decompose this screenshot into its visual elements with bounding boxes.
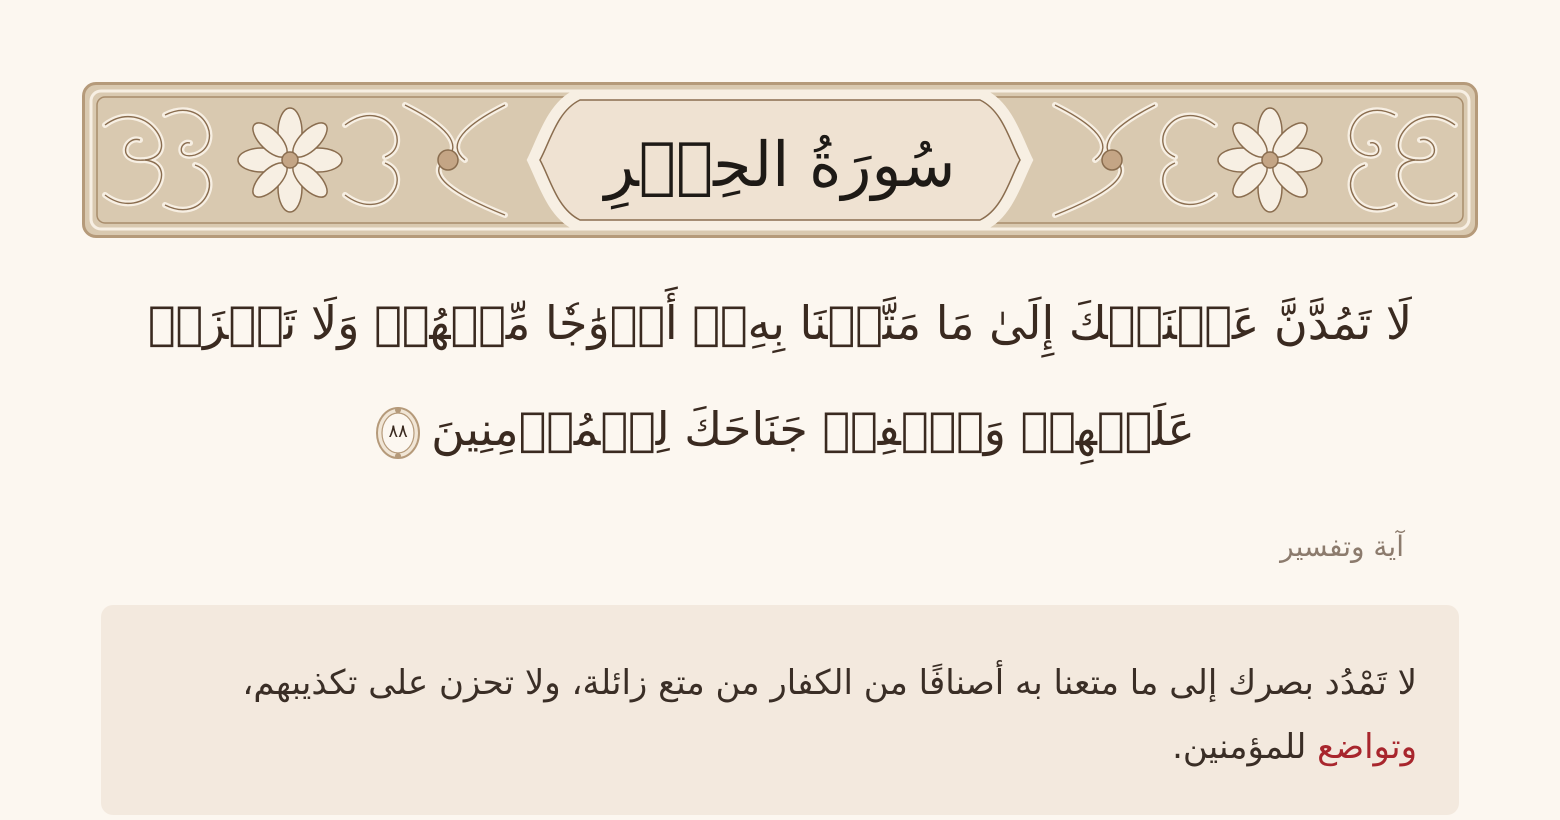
tafsir-card bbox=[101, 605, 1459, 815]
tafsir-text bbox=[143, 651, 1417, 779]
ayah-number: ٨٨ bbox=[388, 421, 408, 442]
tafsir-highlight: وتواضع bbox=[1317, 727, 1417, 767]
tafsir-text-after: للمؤمنين. bbox=[1172, 727, 1318, 767]
surah-title: سُورَةُ الحِجۡرِ bbox=[604, 128, 956, 201]
section-label-ayah-and-tafsir: آية وتفسير bbox=[1280, 530, 1404, 563]
ayah-text: لَا تَمُدَّنَّ عَيۡنَيۡكَ إِلَىٰ مَا مَتَّعۡنَا بِهِۦٓ أَزۡوَٰجٗا مِّنۡهُمۡ وَلَا تَحۡزَنۡ عَلَيۡهِمۡ وَٱخۡفِضۡ جَنَاحَكَ لِلۡمُؤۡمِنِينَ bbox=[147, 296, 1413, 456]
surah-header-frame bbox=[82, 82, 1478, 238]
ayah-text-block bbox=[130, 270, 1430, 482]
ayah-number-marker bbox=[375, 406, 421, 460]
tafsir-text-before: لا تَمْدُد بصرك إلى ما متعنا به أصنافًا من الكفار من متع زائلة، ولا تحزن على تكذيبهم، bbox=[242, 663, 1417, 703]
